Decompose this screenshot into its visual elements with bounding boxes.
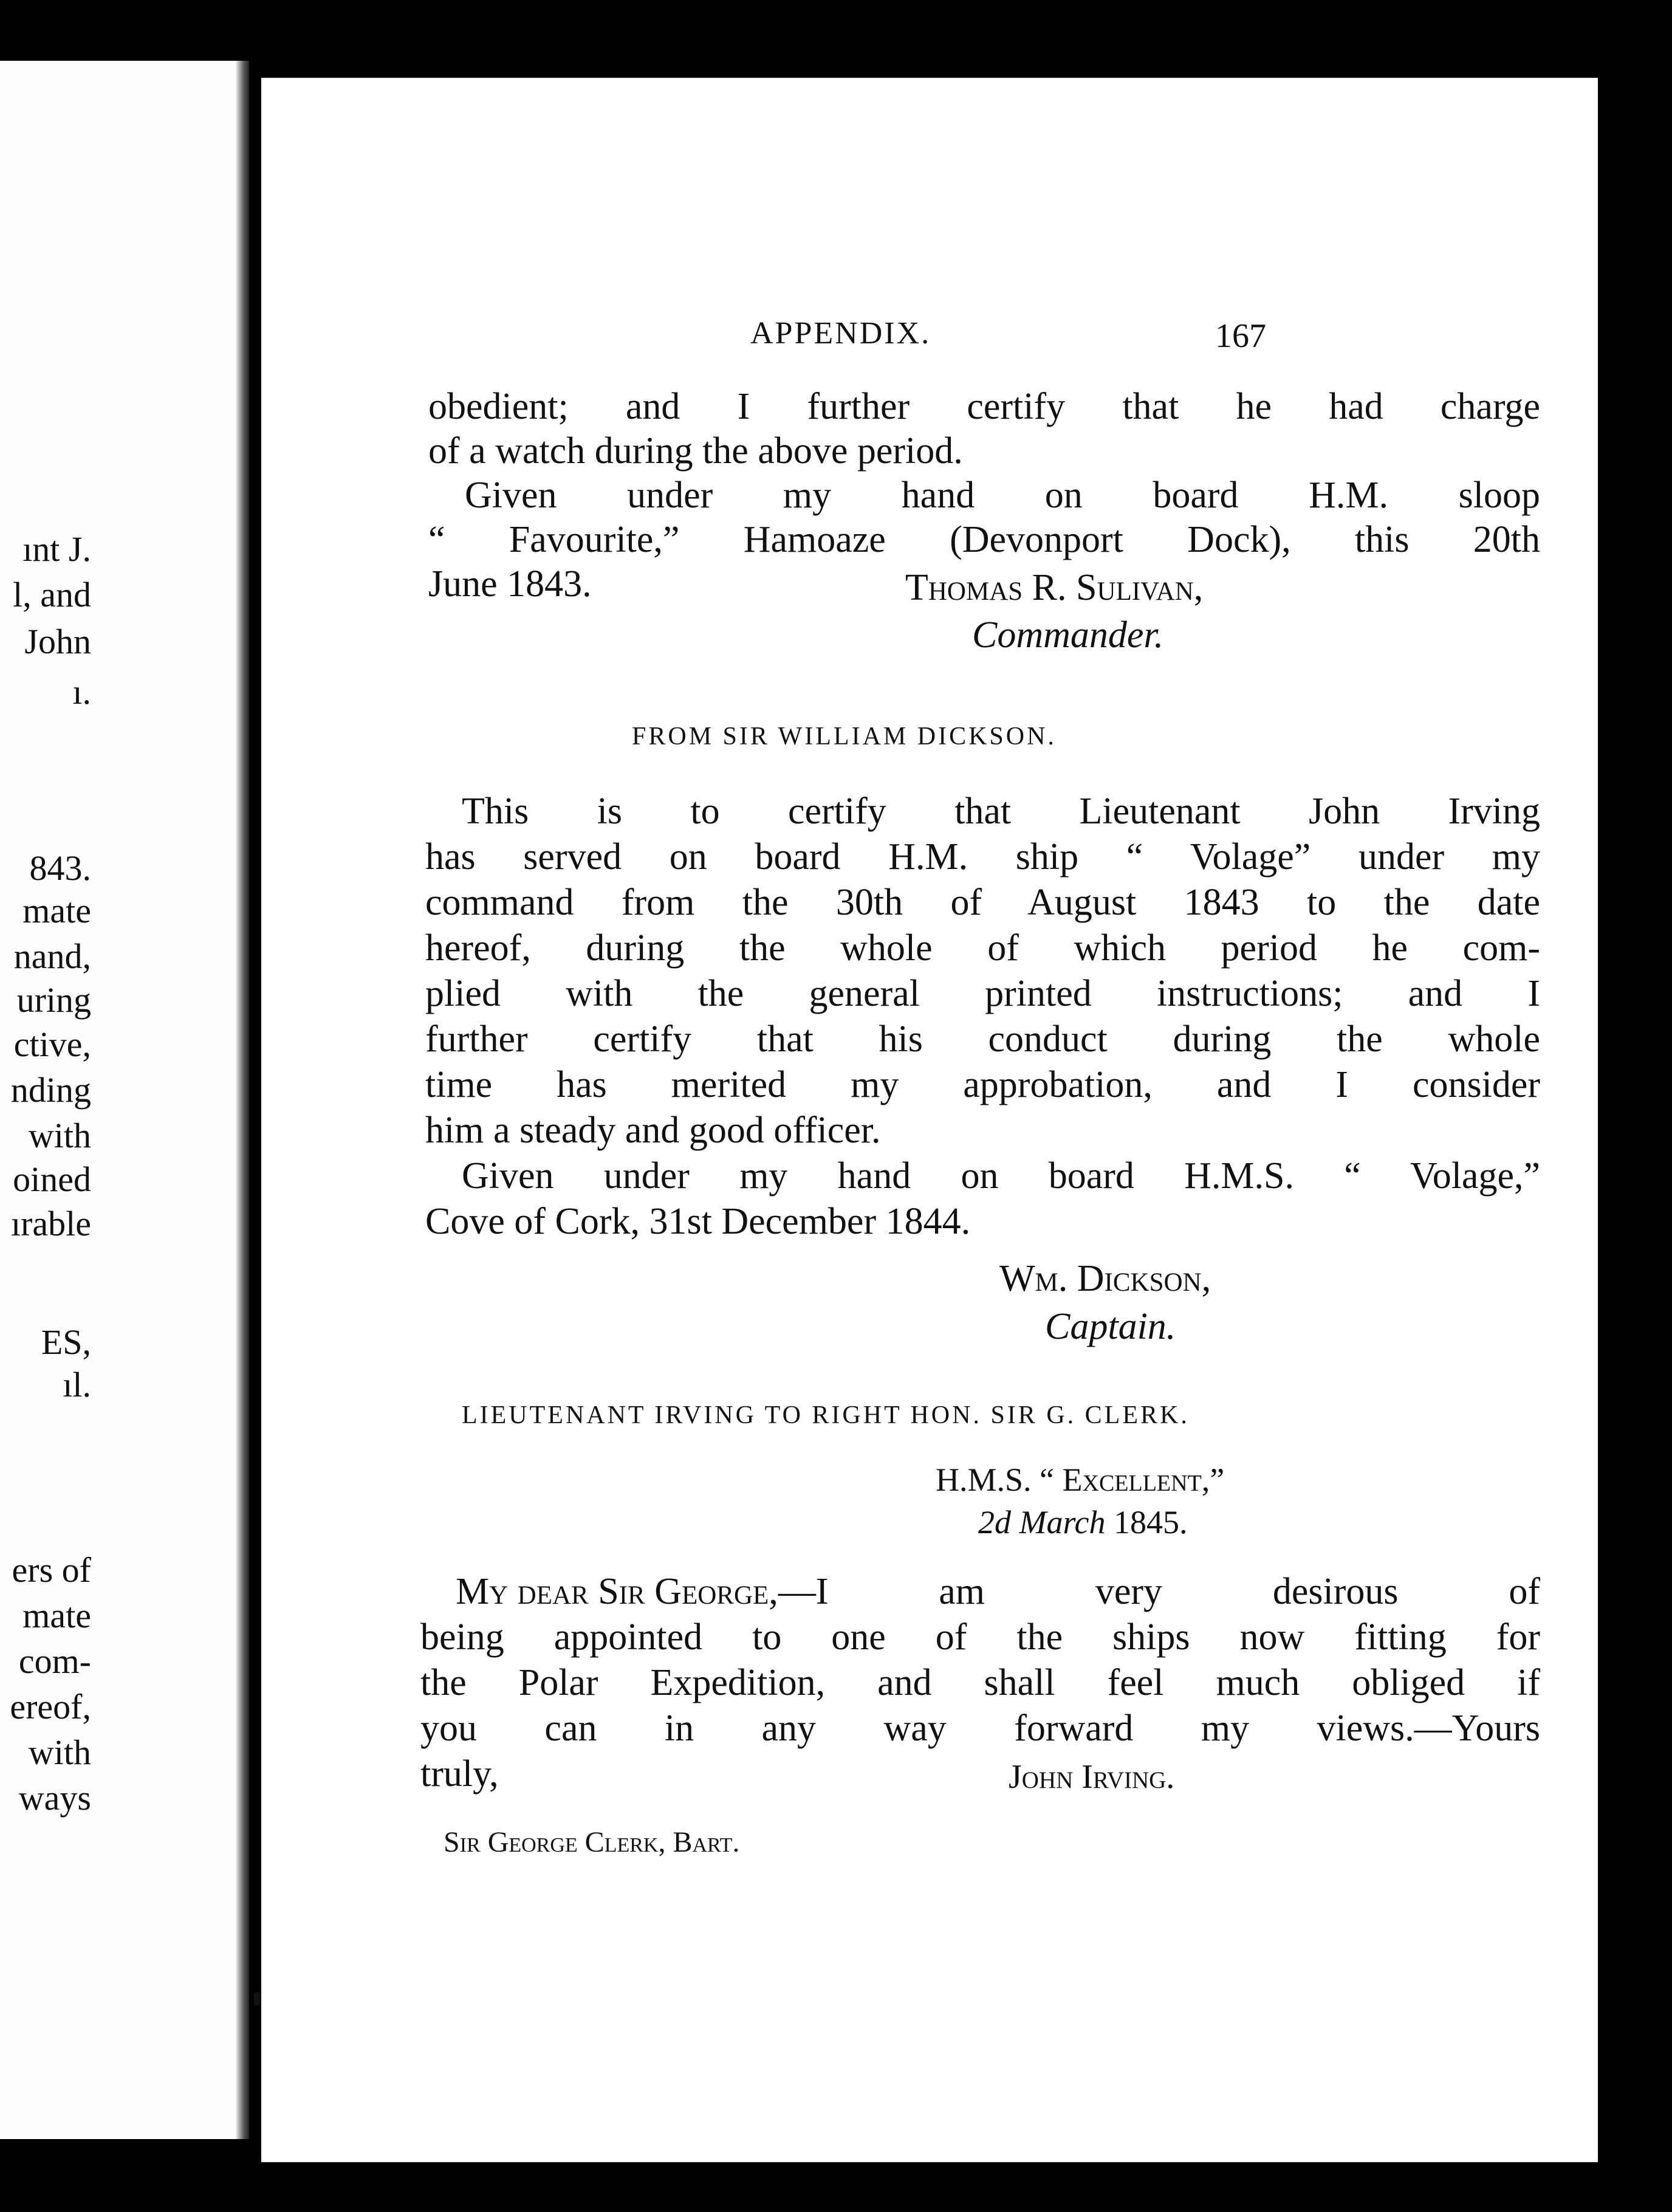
left-page-fragment: mate [22, 1596, 91, 1635]
text-line: hereof, during the whole of which period he com- [425, 927, 1540, 969]
text-line: plied with the general printed instructions; and I [425, 973, 1540, 1014]
text-line: further certify that his conduct during the whole [425, 1018, 1540, 1060]
left-page-fragment: nand, [13, 936, 91, 976]
scan-mark [254, 1992, 260, 2005]
left-page-fragment: ırable [10, 1204, 91, 1243]
left-page-fragment: oined [13, 1159, 91, 1199]
section-heading: LIEUTENANT IRVING TO RIGHT HON. SIR G. CLERK. [462, 1401, 1190, 1429]
text-line: This is to certify that Lieutenant John Irving [462, 791, 1540, 832]
text-line: Cove of Cork, 31st December 1844. [425, 1201, 971, 1242]
text-line: the Polar Expedition, and shall feel much obliged if [420, 1662, 1540, 1703]
section-heading: FROM SIR WILLIAM DICKSON. [632, 723, 1057, 750]
page-spine-shadow [236, 61, 249, 2139]
left-page-fragment: with [28, 1116, 91, 1155]
address-ship: H.M.S. “ Excellent,” [936, 1461, 1225, 1498]
signature-name: Thomas R. Sulivan, [905, 567, 1204, 608]
recipient: Sir George Clerk, Bart. [444, 1826, 740, 1858]
text-line: him a steady and good officer. [425, 1110, 881, 1151]
left-page-fragment: 843. [29, 848, 91, 888]
text-line: Given under my hand on board H.M. sloop [465, 475, 1540, 516]
signature-name: Wm. Dickson, [999, 1258, 1211, 1299]
text-line: has served on board H.M. ship “ Volage” under my [425, 836, 1540, 878]
salutation-line [456, 1573, 1540, 1610]
left-page-fragment: mate [22, 891, 91, 930]
text-line: June 1843. [428, 563, 592, 605]
left-page-fragment: with [28, 1733, 91, 1772]
left-page-fragment: ways [18, 1778, 91, 1818]
text-line: truly, [420, 1753, 499, 1795]
text-line: you can in any way forward my views.—Yours [420, 1708, 1540, 1749]
left-page-fragment: ers of [12, 1550, 91, 1590]
text-line: of a watch during the above period. [428, 430, 963, 472]
left-page-fragment: ıl. [63, 1365, 91, 1404]
page-number: 167 [1215, 317, 1266, 355]
left-page-fragment: John [24, 622, 91, 661]
left-page-fragment: ES, [41, 1322, 91, 1362]
text-line: time has merited my approbation, and I consider [425, 1064, 1540, 1105]
running-header: APPENDIX. [750, 316, 931, 351]
left-page-fragment: uring [16, 980, 91, 1020]
address-date-year: 1845. [1113, 1504, 1188, 1540]
text-line: “ Favourite,” Hamoaze (Devonport Dock), this 20th [428, 519, 1540, 560]
signature-name: John Irving. [1009, 1758, 1175, 1796]
text-line: obedient; and I further certify that he had charge [428, 386, 1540, 427]
book-page [261, 78, 1598, 2162]
left-page-fragment: ereof, [10, 1687, 91, 1726]
text-line: being appointed to one of the ships now fitting for [420, 1616, 1540, 1658]
left-page-fragment: l, and [13, 575, 91, 614]
left-page-fragment: com- [18, 1641, 91, 1681]
left-page-fragment: ctive, [13, 1025, 91, 1064]
left-page-fragment: ınt J. [22, 529, 91, 569]
address-date-day-month: 2d March [978, 1504, 1106, 1540]
address-date [978, 1506, 1187, 1539]
signature-title: Captain. [1045, 1306, 1176, 1347]
left-page-fragment: nding [10, 1070, 91, 1110]
text-line: Given under my hand on board H.M.S. “ Volage,” [462, 1155, 1540, 1197]
signature-title: Commander. [972, 614, 1164, 656]
text-line: —I am very desirous of [778, 1571, 1540, 1612]
text-line: command from the 30th of August 1843 to the date [425, 882, 1540, 923]
salutation: My dear Sir George, [456, 1571, 778, 1612]
left-page-fragment: ı. [72, 672, 91, 712]
